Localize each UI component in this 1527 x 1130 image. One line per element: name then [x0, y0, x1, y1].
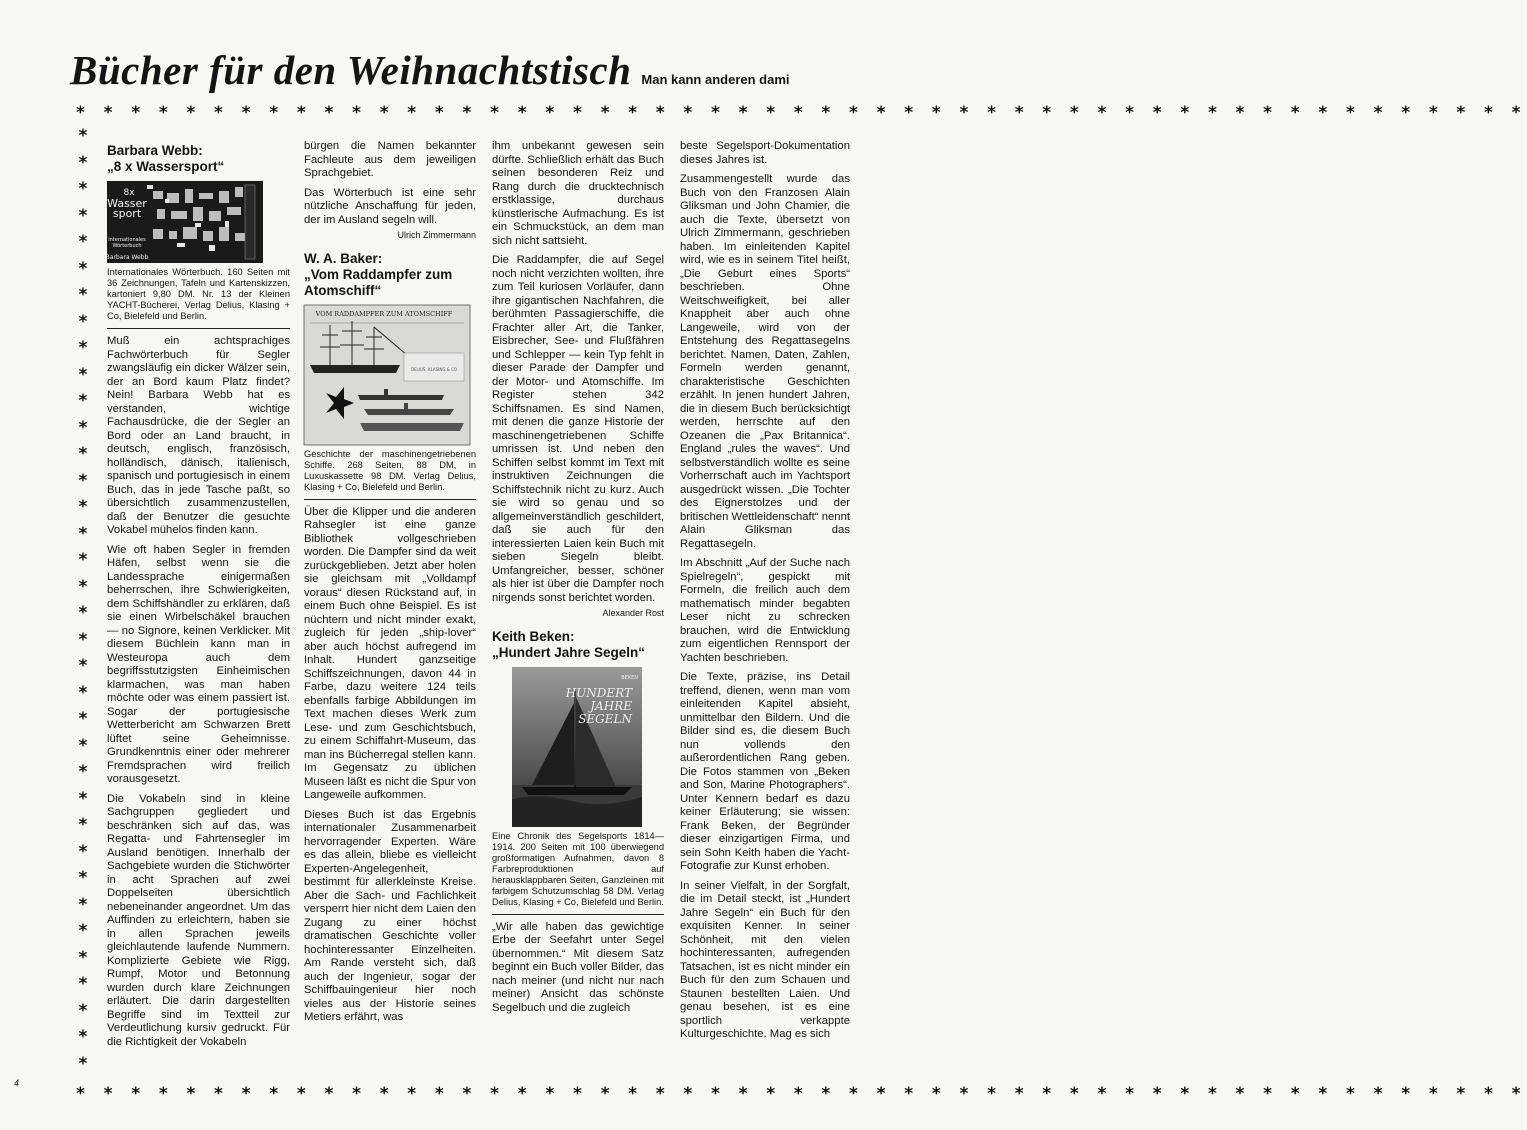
star-ornament: * — [78, 497, 88, 517]
paragraph: Wie oft haben Segler in fremden Häfen, selbst wenn sie die Landessprache einigermaßen beherrschen, ihre Schwierigkeiten, dem Schiffshändler zu erklären, daß sie einen Wirbelschäkel brauchen — no Signore, keinen Verklicker. Mit diesem Büchlein kann man in Westeuropa auch dem begriffsstutzigsten Einheimischen klarmachen, was man haben möchte oder was einem passiert ist. Sogar der portugiesische Wetterbericht am Schwarzen Brett lüftet seine Geheimnisse. Grundkenntnis einer oder mehrerer Fremdsprachen wird freilich vorausgesetzt. — [107, 543, 290, 785]
star-ornament: * — [78, 709, 88, 729]
star-ornament: * — [78, 1027, 88, 1047]
star-ornament: * — [78, 841, 88, 862]
star-ornament: * — [78, 894, 88, 915]
star-ornament: * — [78, 1053, 88, 1074]
paragraph: Die Raddampfer, die auf Segel noch nicht verzichten wollten, ihre zum Teil kuriosen Vorläufer, dann ihre gigantischen Nachfahren, die berühmten Passagierschiffe, die Frachter aller Art, die Tanker, Eisbrecher, See- und Flußfähren und Schlepper — kein Typ fehlt in dieser Parade der Dampfer und der Motor- und Atomschiffe. Im Register stehen 342 Schiffsnamen. Es sind Namen, mit denen die ganze Historie der maschinengetriebenen Schiffe umrissen ist. Und neben den Schiffen selbst kommt im Text mit instruktiven Zeichnungen die Schiffstechnik nicht zu kurz. Auch sie wird so genau und so allgemeinverständlich geschildert, daß sie auch für den interessierten Laien kein Buch mit sieben Siegeln bleibt. Umfangreicher, besser, schöner als hier ist über die Dampfer noch nirgends sonst berichtet worden. — [492, 254, 664, 604]
svg-text:HUNDERT: HUNDERT — [565, 685, 632, 700]
signature: Ulrich Zimmermann — [397, 230, 476, 240]
svg-text:JAHRE: JAHRE — [590, 698, 632, 713]
paragraph: Die Texte, präzise, ins Detail treffend, dienen, wenn man vom einleitenden Kapitel absieht, unmittelbar den Bildern. Und die Bilder sind es, die diesem Buch nun vollends den außerordentlichen Rang geben. Die Fotos stammen von „Beken and Son, Marine Photographers“. Unter Kennern bedarf es dazu keiner Erläuterung; sie wissen: Frank Beken, der Begründer dieser einzigartigen Firma, und sein Sohn Keith haben die Yacht-Fotografie zur Kunst erhoben. — [680, 671, 850, 872]
book-cover-wassersport — [107, 181, 263, 263]
star-ornament: * — [78, 682, 88, 703]
star-ornament: * — [78, 550, 88, 570]
star-ornament: * — [78, 258, 88, 279]
review-title: „Vom Raddampfer zum Atomschiff“ — [304, 266, 453, 298]
divider — [107, 328, 290, 329]
svg-text:8x: 8x — [123, 188, 135, 198]
cover-title: VOM RADDAMPFER ZUM ATOMSCHIFF — [315, 309, 453, 318]
page-number: 4 — [14, 1078, 20, 1088]
star-ornament: * — [78, 735, 88, 756]
star-ornament: * — [78, 603, 88, 623]
star-ornament: * — [78, 417, 88, 438]
review-author: Keith Beken: — [492, 628, 575, 644]
paragraph: Über die Klipper und die anderen Rahsegler ist eine ganze Bibliothek vollgeschrieben worden. Die Dampfer sind da weit zurückgeblieben. Jetzt aber holen sie gleichsam mit „Volldampf voraus“ diesen Rückstand auf, in einem Buch ohne Beispiel. Es ist nüchtern und nicht minder exakt, zugleich für jeden „ship-lover“ aber auch höchst aufregend im Inhalt. Hundert ganzseitige Schiffszeichnungen, davon 44 in Farbe, dazu weitere 124 teils ebenfalls farbige Abbildungen im Text machen dieses Werk zum Lese- und zum Geschichtsbuch, zu einem Schiffahrt-Museum, das man ins Bücherregal stellen kann. Im Gegensatz zu üblichen Museen läßt es nicht die Spur von Langeweile aufkommen. — [304, 505, 476, 801]
star-border-bottom: * * * * * * * * * * * * * * * * * * * * * * * * * * * * * * * * * * * * * * * * * * * * * * * * * * * * * — [76, 1084, 1527, 1104]
column-4 — [680, 140, 850, 1048]
paragraph: Die Vokabeln sind in kleine Sachgruppen gegliedert und beschränken sich auf das, was Regatta- und Fahrtensegler im Ausland benötigen. Innerhalb der Sachgebiete wurden die Stichwörter in acht Sprachen auf zwei Doppelseiten übersichtlich nebeneinander angeordnet. Um das Auffinden zu erleichtern, haben sie in allen Sprachen jeweils gleichlautende laufende Nummern. Komplizierte Gebiete wie Rigg, Rumpf, Motor und Betonnung wurden durch klare Zeichnungen erläutert. Die darin dargestellten Begriffe sind im Textteil zur Verdeutlichung kursiv gedruckt. Für die Richtigkeit der Vokabeln — [107, 792, 290, 1048]
book-cover-hundert-jahre-segeln — [512, 667, 642, 827]
svg-text:SEGELN: SEGELN — [578, 711, 632, 726]
star-ornament: * — [78, 1000, 88, 1021]
star-ornament: * — [78, 947, 88, 968]
star-ornament: * — [78, 656, 88, 676]
star-ornament: * — [78, 629, 88, 650]
star-ornament: * — [78, 868, 88, 888]
book-caption: Eine Chronik des Segelsports 1814—1914. 200 Seiten mit 100 überwiegend großformatigen Aufnahmen, davon 8 Farbreproduktionen auf herausklappbaren Seiten, Ganzleinen mit farbigem Schutzumschlag 58 DM. Verlag Delius, Klasing + Co, Bielefeld und Berlin. — [492, 830, 664, 907]
star-ornament: * — [78, 152, 88, 173]
paragraph: bürgen die Namen bekannter Fachleute aus dem jeweiligen Sprachgebiet. — [304, 140, 476, 179]
star-ornament: * — [78, 974, 88, 994]
star-ornament: * — [78, 364, 88, 385]
subhead: Man kann anderen dami — [641, 72, 790, 87]
column-3 — [492, 140, 664, 1021]
paragraph: Dieses Buch ist das Ergebnis internationaler Zusammenarbeit hervorragender Experten. Wäre es das allein, bliebe es vielleicht Experten-Angelegenheit, bestimmt für allerkleinste Kreise. Aber die Sach- und Fachlichkeit versperrt hier nicht dem Laien den Zugang zu einer höchst dramatischen Geschichte voller hochinteressanter Einzelheiten. Am Rande versteht sich, daß auch der Ingenieur, sogar der Schiffbauingenieur hier noch vieles aus der Historie seines Metiers erfährt, was — [304, 808, 476, 1023]
star-ornament: * — [78, 523, 88, 544]
cover-brand: BEKEN — [621, 674, 638, 681]
svg-text:Wasser: Wasser — [107, 197, 147, 210]
star-ornament: * — [78, 391, 88, 411]
svg-text:Wörterbuch: Wörterbuch — [112, 243, 142, 249]
review-author: W. A. Baker: — [304, 250, 383, 266]
divider — [304, 499, 476, 500]
paragraph: ihm unbekannt gewesen sein dürfte. Schließlich erhält das Buch seinen besonderen Reiz und Rang durch die drucktechnisch erstklassige, durchaus künstlerische Aufmachung. Es ist ein Schmuckstück, an dem man sich nicht sattsieht. — [492, 140, 664, 247]
paragraph: In seiner Vielfalt, in der Sorgfalt, die im Detail steckt, ist „Hundert Jahre Segeln“ ein Buch für den exquisiten Kenner. In seiner Schönheit, mit den vielen hochinteressanten, aufregenden Tatsachen, ist es nicht minder ein Buch für den zum Schauen und Staunen bestellten Laien. Und genau besehen, ist es eine sportlich verkappte Kulturgeschichte. Mag es sich — [680, 879, 850, 1040]
paragraph: Das Wörterbuch ist eine sehr nützliche Anschaffung für jeden, der im Ausland segeln will. — [304, 186, 476, 226]
star-ornament: * — [78, 285, 88, 305]
column-1 — [107, 143, 290, 1055]
paragraph: Muß ein achtsprachiges Fachwörterbuch für Segler zwangsläufig ein dicker Wälzer sein, der an Bord kaum Platz findet? Nein! Barbara Webb hat es verstanden, wichtige Fachausdrücke, die der Segler an Bord oder an Land braucht, in deutsch, englisch, französisch, holländisch, dänisch, italienisch, spanisch und portugiesisch in einem Buch, das in jede Tasche paßt, so übersichtlich zusammenzustellen, daß der Benutzer die gesuchte Vokabel mühelos finden kann. — [107, 335, 290, 536]
divider — [492, 914, 664, 915]
headline: Bücher für den Weihnachtstisch — [70, 47, 632, 93]
review-title: „8 x Wassersport“ — [107, 159, 225, 174]
paragraph: Im Abschnitt „Auf der Suche nach Spielregeln“, gespickt mit Formeln, die freilich auch dem mathematisch minder begabten Leser nicht zu schrecken brauchen, wird die Entwicklung zum eigentlichen Rennsport der Yachten beschrieben. — [680, 557, 850, 664]
book-cover-raddampfer — [304, 305, 470, 445]
book-caption: Geschichte der maschinengetriebenen Schiffe. 268 Seiten, 88 DM, in Luxuskassette 98 DM. Verlag Delius, Klasing + Co, Bielefeld und Berlin. — [304, 448, 476, 492]
paragraph: Zusammengestellt wurde das Buch von den Franzosen Alain Gliksman und John Chamier, die auch die Texte, übersetzt von Ulrich Zimmermann, geschrieben haben. Im einleitenden Kapitel wird, wie es in seinem Titel heißt, „Die Geburt eines Sports“ beschrieben. Ohne Weitschweifigkeit, bei aller Knappheit aber auch ohne Langeweile, wird von der Entstehung des Regattasegelns berichtet. Namen, Daten, Zahlen, Formeln werden genannt, charakteristische Geschichten erzählt. In jenen hundert Jahren, die in diesem Buch berücksichtigt werden, herrschte auf den Ozeanen die „Pax Britannica“. England „rules the waves“. Und selbstverständlich wollte es seine Vorherrschaft auch im Yachtsport ausgedrückt wissen. „Die Tochter des Eignerstolzes und der britischen Wettleidenschaft“ nennt Alain Gliksman das Regattasegeln. — [680, 173, 850, 550]
star-ornament: * — [78, 762, 88, 782]
star-ornament: * — [78, 179, 88, 199]
star-ornament: * — [78, 576, 88, 597]
svg-text:Barbara Webb: Barbara Webb — [105, 254, 149, 261]
star-ornament: * — [78, 444, 88, 464]
star-ornament: * — [78, 815, 88, 835]
star-ornament: * — [78, 338, 88, 358]
column-2 — [304, 140, 476, 1031]
paragraph: beste Segelsport-Dokumentation dieses Jahres ist. — [680, 140, 850, 166]
review-author: Barbara Webb: — [107, 143, 203, 158]
star-ornament: * — [78, 311, 88, 332]
star-ornament: * — [78, 232, 88, 252]
star-ornament: * — [78, 921, 88, 941]
page-header — [70, 46, 864, 96]
svg-text:sport: sport — [112, 207, 142, 220]
signature: Alexander Rost — [602, 608, 664, 618]
review-title: „Hundert Jahre Segeln“ — [492, 644, 646, 660]
svg-text:DELIUS, KLASING & CO: DELIUS, KLASING & CO — [410, 366, 458, 372]
book-caption: Internationales Wörterbuch. 160 Seiten mit 36 Zeichnungen, Tafeln und Kartenskizzen, kartoniert 9,80 DM. Nr. 13 der Kleinen YACHT-Bücherei, Verlag Delius, Klasing + Co, Bielefeld und Berlin. — [107, 267, 290, 321]
star-ornament: * — [78, 788, 88, 809]
star-ornament: * — [78, 205, 88, 226]
paragraph: „Wir alle haben das gewichtige Erbe der Seefahrt unter Segel übernommen.“ Mit diesem Satz beginnt ein Buch voller Bilder, das nach meiner (und nicht nur nach meiner) Ansicht das schönste Segelbuch und die zugleich — [492, 920, 664, 1014]
star-ornament: * — [78, 126, 88, 146]
svg-text:internationales: internationales — [108, 237, 146, 243]
star-border-left — [76, 128, 90, 1073]
star-border-top: * * * * * * * * * * * * * * * * * * * * * * * * * * * * * * * * * * * * * * * * * * * * * * * * * * * * * — [76, 103, 1527, 123]
star-ornament: * — [78, 470, 88, 491]
